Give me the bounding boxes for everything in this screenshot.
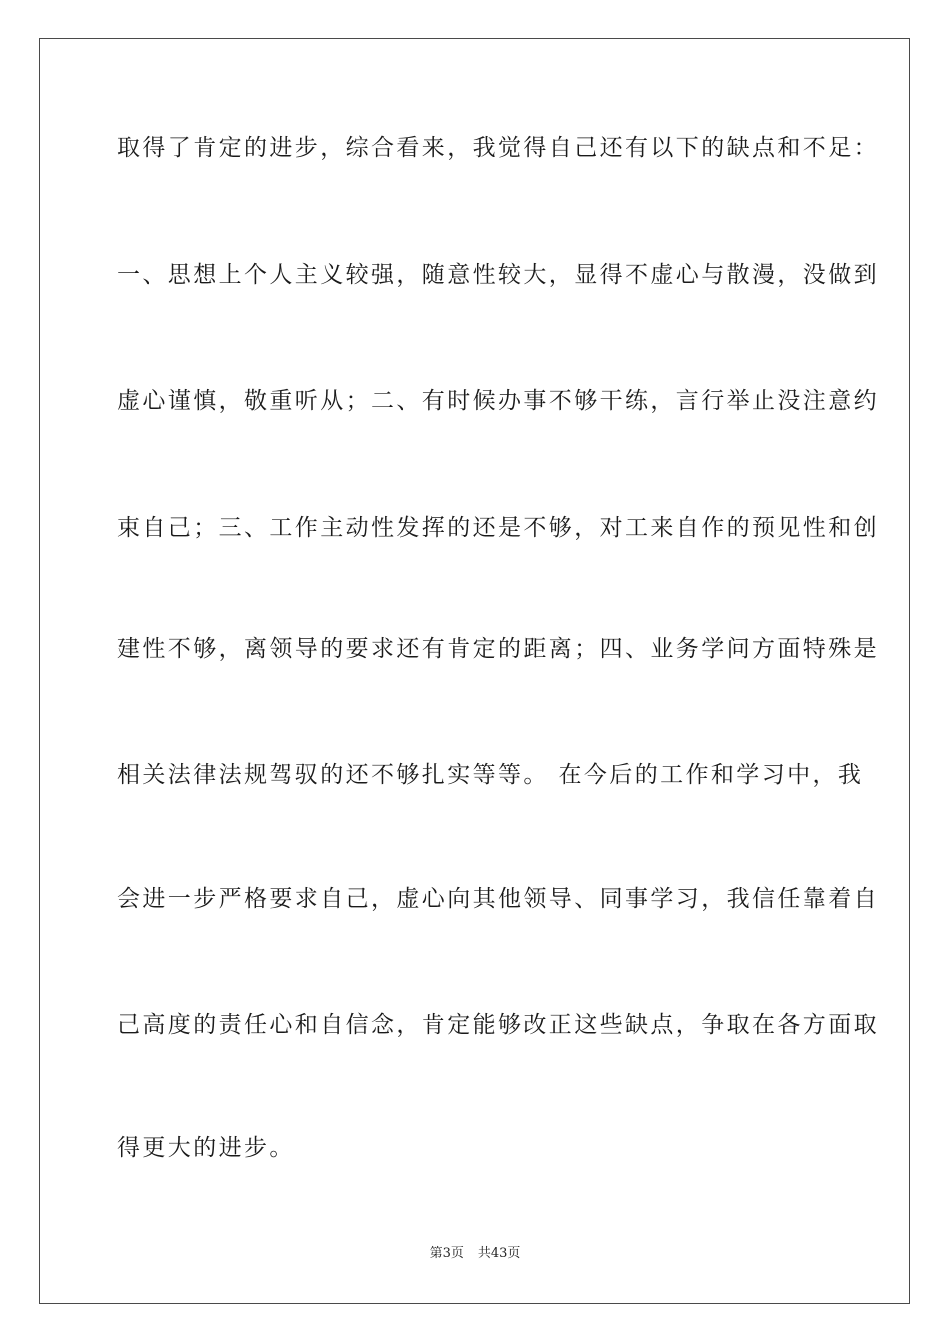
page-total: 共43页 (477, 1246, 521, 1261)
text-line: 一、思想上个人主义较强，随意性较大，显得不虚心与散漫，没做到 (117, 262, 879, 288)
text-line: 虚心谨慎，敬重听从；二、有时候办事不够干练，言行举止没注意约 (117, 388, 879, 414)
text-line: 得更大的进步。 (117, 1135, 295, 1161)
page-footer (0, 1246, 950, 1262)
text-line: 束自己；三、工作主动性发挥的还是不够，对工来自作的预见性和创 (117, 515, 879, 541)
text-line: 建性不够，离领导的要求还有肯定的距离；四、业务学问方面特殊是 (117, 636, 879, 662)
text-line: 己高度的责任心和自信念，肯定能够改正这些缺点，争取在各方面取 (117, 1012, 879, 1038)
text-line: 会进一步严格要求自己，虚心向其他领导、同事学习，我信任靠着自 (117, 886, 879, 912)
page-number: 第3页 (429, 1246, 464, 1261)
page-border (39, 38, 910, 1304)
text-line: 取得了肯定的进步，综合看来，我觉得自己还有以下的缺点和不足： (117, 135, 879, 161)
text-line: 相关法律法规驾驭的还不够扎实等等。 在今后的工作和学习中，我 (117, 762, 864, 788)
